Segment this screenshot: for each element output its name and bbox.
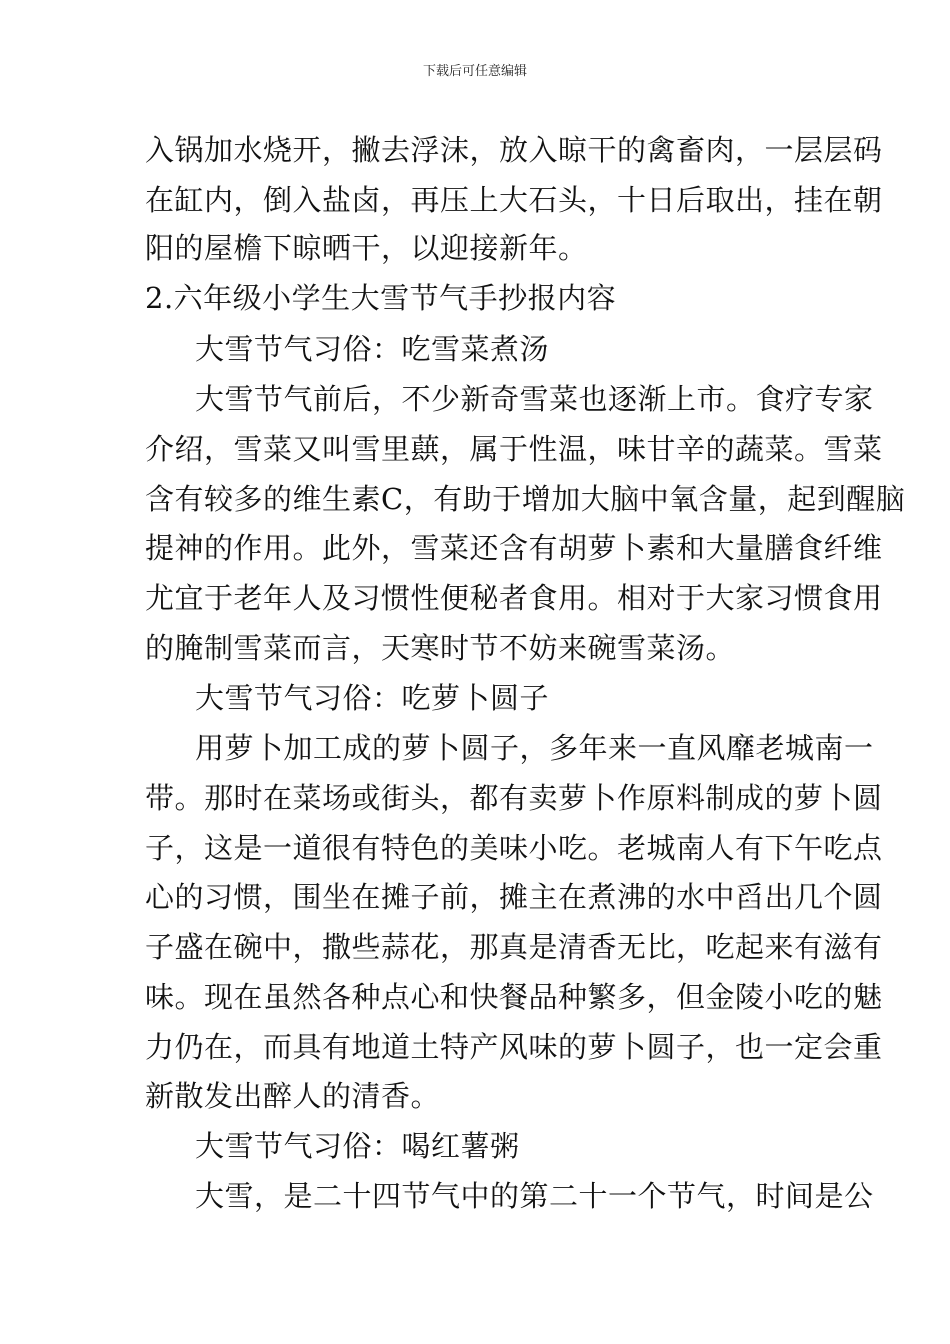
text-line: 大雪，是二十四节气中的第二十一个节气，时间是公 [195, 1179, 874, 1213]
text-line: 在缸内，倒入盐卤，再压上大石头，十日后取出，挂在朝 [145, 183, 883, 217]
text-line: 子，这是一道很有特色的美味小吃。老城南人有下午吃点 [145, 831, 883, 865]
text-line: 阳的屋檐下晾晒干，以迎接新年。 [145, 231, 588, 265]
subheading: 大雪节气习俗：吃萝卜圆子 [195, 681, 550, 715]
text-line: 尤宜于老年人及习惯性便秘者食用。相对于大家习惯食用 [145, 581, 883, 615]
text-line: 大雪节气前后，不少新奇雪菜也逐渐上市。食疗专家 [195, 382, 874, 416]
text-line: 味。现在虽然各种点心和快餐品种繁多，但金陵小吃的魅 [145, 980, 883, 1014]
text-line: 带。那时在菜场或街头，都有卖萝卜作原料制成的萝卜圆 [145, 781, 883, 815]
page-header: 下载后可任意编辑 [422, 64, 527, 79]
section-heading: 2.六年级小学生大雪节气手抄报内容 [145, 281, 617, 315]
text-line: 的腌制雪菜而言，天寒时节不妨来碗雪菜汤。 [145, 631, 736, 665]
text-line: 心的习惯，围坐在摊子前，摊主在煮沸的水中舀出几个圆 [145, 880, 883, 914]
text-line: 新散发出醉人的清香。 [145, 1079, 441, 1113]
subheading: 大雪节气习俗：喝红薯粥 [195, 1129, 520, 1163]
text-line: 子盛在碗中，撒些蒜花，那真是清香无比，吃起来有滋有 [145, 930, 883, 964]
text-line: 含有较多的维生素C，有助于增加大脑中氧含量，起到醒脑 [145, 482, 906, 516]
text-line: 入锅加水烧开，撇去浮沫，放入晾干的禽畜肉，一层层码 [145, 133, 883, 167]
text-line: 用萝卜加工成的萝卜圆子，多年来一直风靡老城南一 [195, 731, 874, 765]
text-line: 提神的作用。此外，雪菜还含有胡萝卜素和大量膳食纤维 [145, 531, 883, 565]
text-line: 力仍在，而具有地道土特产风味的萝卜圆子，也一定会重 [145, 1030, 883, 1064]
text-line: 介绍，雪菜又叫雪里蕻，属于性温，味甘辛的蔬菜。雪菜 [145, 432, 883, 466]
subheading: 大雪节气习俗：吃雪菜煮汤 [195, 332, 550, 366]
